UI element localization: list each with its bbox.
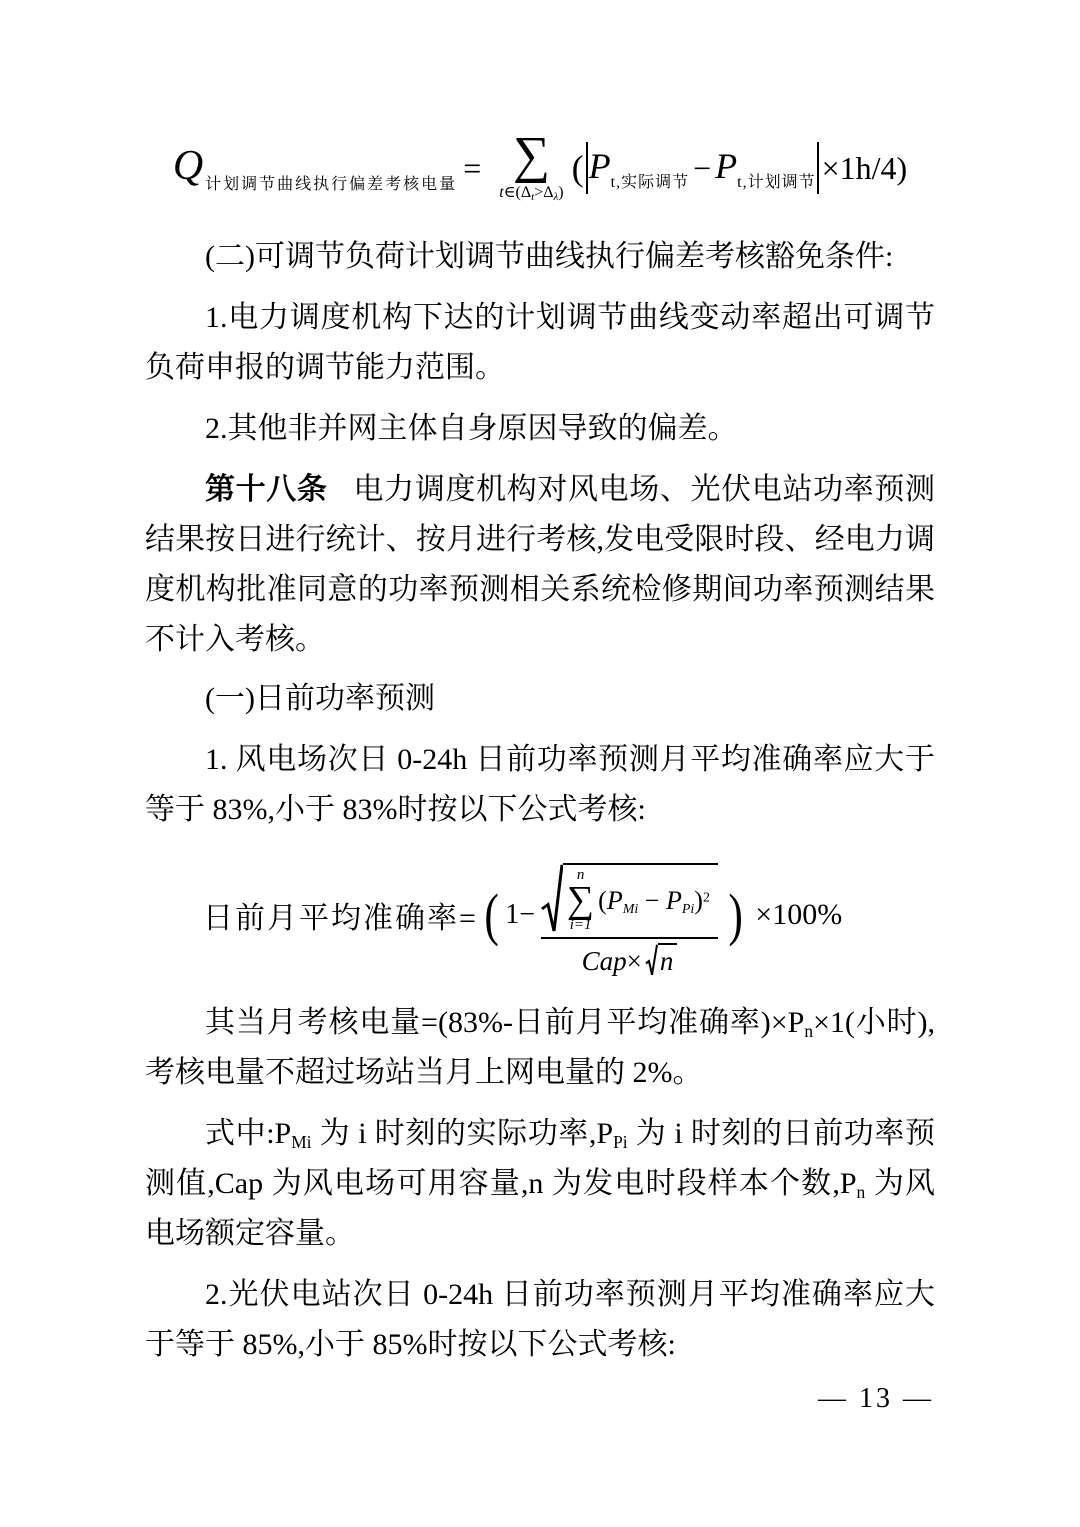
formula2-tail: ×100% [755,898,843,931]
formula1-expression [572,142,908,194]
formula1-sum-condition: $t\in(\Delta_t>\Delta_\lambda)$ [499,184,564,204]
formula2-fraction [541,853,718,977]
formula1-p-planned: $P_{t,计划调节}$ [715,145,816,191]
formula1-tail: ×1h/4) [821,149,908,186]
paragraph-article-18 [145,465,935,665]
formula1-open-paren: ( [571,148,584,188]
formula2-close-paren: ) [728,882,743,947]
paragraph-symbol-legend: 式中$:P_{Mi}$ 为 i 时刻的实际功率$,P_{Pi}$ 为 i 时刻的日前功率预测值,Cap 为风电场可用容量,n 为发电时段样本个数$,P_n$ 为风电场额定容量。 [145,1117,936,1250]
abs-bar-right [817,142,819,194]
sigma-symbol: ∑ [512,126,550,184]
paragraph-item1-heading: (一)日前功率预测 [205,682,435,715]
n-variable: n [658,943,678,977]
formula1-minus: − [693,149,712,186]
formula2-open-paren: ( [484,882,499,947]
paragraph-exempt-2: 2.其他非并网主体自身原因导致的偏差。 [205,412,738,445]
times-sign: × [626,945,642,976]
paragraph-exempt-1: 1.电力调度机构下达的计划调节曲线变动率超出可调节负荷申报的调节能力范围。 [145,301,935,384]
formula2-numerator [541,853,718,934]
formula2-squared-term: $(P_{Mi} - P_{Pi})^2$ [598,886,710,917]
cap-variable: Cap [581,945,627,976]
radical-small [645,943,678,977]
formula2-denominator [582,943,678,977]
formula1-q-term [173,142,457,194]
sigma-symbol: ∑ [567,879,595,922]
page-number: — 13 — [818,1383,934,1414]
formula1-summation [499,126,564,204]
article-18-body: 电力调度机构对风电场、光伏电站功率预测结果按日进行统计、按月进行考核,发电受限时段、经电力调度机构批准同意的功率预测相关系统检修期间功率预测结果不计入考核。 [145,473,936,656]
radical-sign-icon [541,863,563,934]
paragraph-item2-heading: (二)可调节负荷计划调节曲线执行偏差考核豁免条件: [205,240,894,273]
paragraph-assessment-energy: 其当月考核电量=(83%-日前月平均准确率)$\times P_n\times 1$(小时),考核电量不超过场站当月上网电量的 2%。 [145,1006,936,1089]
abs-bar-left [586,142,588,194]
article-18-label: 第十八条 [205,473,328,506]
formula2-summation [567,868,594,934]
fraction-bar [541,937,718,939]
formula2-label: 日前月平均准确率= [203,902,478,935]
formula2-one-minus: 1− [505,899,536,930]
sum-lower-limit: i=1 [569,917,592,934]
page-content [145,116,935,1381]
formula1-equals: = [463,149,482,186]
formula1-Q: Q [172,143,204,189]
sum-upper-limit: n [576,867,585,884]
radical-sign-icon [645,943,658,977]
formula-dayahead-accuracy [203,846,935,984]
radical-content [563,863,718,934]
radical [541,863,718,934]
formula-deviation-assessment [145,116,935,220]
paragraph-pv-intro: 2.光伏电站次日 0-24h 日前功率预测月平均准确率应大于等于 85%,小于 85%时按以下公式考核: [145,1278,935,1361]
paragraph-wind-intro: 1. 风电场次日 0-24h 日前功率预测月平均准确率应大于等于 83%,小于 83%时按以下公式考核: [145,743,935,826]
formula1-p-actual: $P_{t,实际调节}$ [588,145,690,191]
formula1-Q-subscript: 计划调节曲线执行偏差考核电量 [205,176,458,193]
